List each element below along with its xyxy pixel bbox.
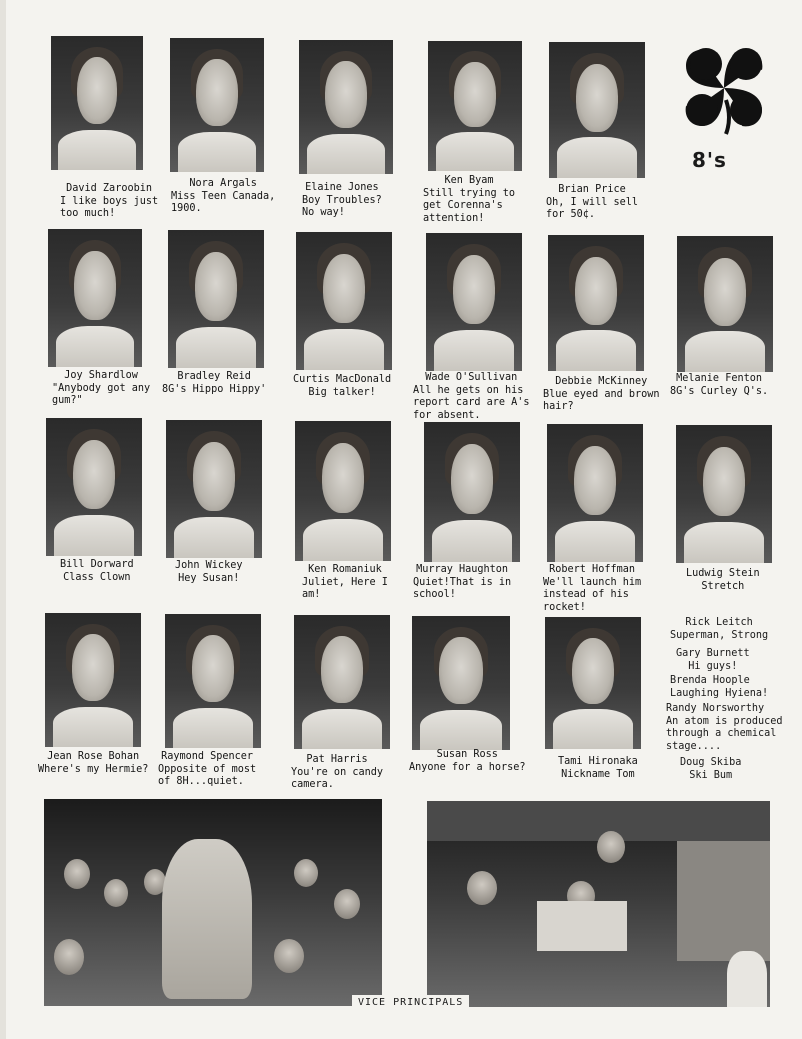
student-quote: Still trying to bbox=[423, 187, 516, 199]
student-photo bbox=[45, 613, 141, 747]
student-name: Ken Romaniuk bbox=[308, 564, 382, 575]
student-quote: stage.... bbox=[666, 740, 722, 752]
grade-label: 8's bbox=[692, 148, 727, 172]
student-quote: Big talker! bbox=[308, 386, 376, 398]
student-photo bbox=[428, 41, 522, 171]
student-quote: get Corenna's bbox=[423, 200, 503, 211]
student-caption bbox=[60, 559, 134, 584]
student-quote: We'll launch him bbox=[543, 576, 642, 588]
student-name: David Zaroobin bbox=[66, 183, 152, 194]
student-caption bbox=[413, 564, 511, 602]
student-photo bbox=[548, 235, 644, 371]
student-caption bbox=[175, 560, 242, 585]
student-name: Rick Leitch bbox=[685, 617, 753, 628]
student-name: Joy Shardlow bbox=[64, 370, 138, 381]
student-name: Doug Skiba bbox=[680, 757, 742, 768]
student-quote: for 50¢. bbox=[546, 209, 596, 220]
student-caption bbox=[423, 175, 515, 225]
student-quote: No way! bbox=[302, 207, 345, 218]
student-photo bbox=[545, 617, 641, 749]
student-quote: attention! bbox=[423, 212, 485, 224]
student-caption bbox=[293, 374, 391, 399]
student-name: Ken Byam bbox=[444, 175, 494, 186]
student-quote: Oh, I will sell bbox=[546, 196, 639, 208]
student-caption bbox=[38, 751, 148, 776]
student-name: Murray Haughton bbox=[416, 564, 509, 575]
student-name: Brian Price bbox=[558, 184, 626, 195]
student-photo bbox=[166, 420, 262, 558]
student-name: Curtis MacDonald bbox=[293, 374, 392, 385]
student-photo bbox=[549, 42, 645, 178]
student-photo bbox=[170, 38, 264, 172]
student-quote: Class Clown bbox=[63, 571, 131, 583]
student-quote: Quiet!That is in bbox=[413, 576, 512, 588]
student-quote: gum?" bbox=[52, 395, 83, 406]
student-quote: Opposite of most bbox=[158, 763, 257, 775]
student-photo bbox=[424, 422, 520, 562]
student-caption bbox=[60, 183, 158, 221]
student-quote: Boy Troubles? bbox=[302, 194, 382, 206]
student-name: Randy Norsworthy bbox=[666, 703, 765, 714]
student-name: Robert Hoffman bbox=[549, 564, 635, 575]
student-quote: camera. bbox=[291, 779, 334, 790]
student-quote: rocket! bbox=[543, 601, 586, 613]
student-quote: Where's my Hermie? bbox=[38, 763, 149, 775]
student-name: Tami Hironaka bbox=[558, 756, 638, 767]
student-quote: Blue eyed and brown bbox=[543, 388, 660, 400]
student-name: Bill Dorward bbox=[60, 559, 134, 570]
student-name: Bradley Reid bbox=[177, 371, 251, 382]
student-caption bbox=[543, 564, 641, 614]
student-photo bbox=[676, 425, 772, 563]
student-quote: 8G's Hippo Hippy' bbox=[162, 383, 267, 395]
student-quote: am! bbox=[302, 589, 321, 600]
student-photo bbox=[547, 424, 643, 562]
cafeteria-crowd-photo bbox=[44, 799, 382, 1006]
student-name: Pat Harris bbox=[306, 754, 368, 765]
vice-principals-caption: VICE PRINCIPALS bbox=[352, 995, 469, 1010]
student-caption bbox=[162, 371, 266, 396]
student-quote: instead of his bbox=[543, 589, 629, 600]
student-quote: You're on candy bbox=[291, 766, 384, 778]
student-caption bbox=[158, 751, 256, 789]
student-caption bbox=[558, 756, 638, 781]
student-caption bbox=[409, 749, 526, 774]
student-quote: I like boys just bbox=[60, 195, 159, 207]
student-photo bbox=[48, 229, 142, 367]
student-quote: report card are A's bbox=[413, 397, 530, 408]
no-photo-entry bbox=[670, 617, 768, 642]
student-name: Ludwig Stein bbox=[686, 568, 760, 579]
student-caption bbox=[291, 754, 383, 792]
student-photo bbox=[294, 615, 390, 749]
student-quote: Nickname Tom bbox=[561, 768, 635, 780]
student-quote: An atom is produced bbox=[666, 715, 783, 727]
student-caption bbox=[302, 564, 388, 602]
student-name: Gary Burnett bbox=[676, 648, 750, 659]
no-photo-entry bbox=[676, 648, 750, 673]
student-quote: "Anybody got any bbox=[52, 382, 151, 394]
student-quote: Miss Teen Canada, bbox=[171, 190, 276, 202]
student-caption bbox=[686, 568, 760, 593]
student-photo bbox=[426, 233, 522, 371]
student-quote: of 8H...quiet. bbox=[158, 776, 244, 787]
student-name: Wade O'Sullivan bbox=[425, 372, 518, 383]
student-caption bbox=[171, 178, 275, 216]
student-quote: All he gets on his bbox=[413, 384, 524, 396]
student-photo bbox=[168, 230, 264, 368]
student-quote: Stretch bbox=[701, 580, 745, 592]
student-quote: too much! bbox=[60, 208, 116, 219]
student-caption bbox=[302, 182, 382, 220]
student-caption bbox=[52, 370, 150, 408]
student-name: John Wickey bbox=[175, 560, 243, 571]
student-photo bbox=[295, 421, 391, 561]
student-caption bbox=[546, 184, 638, 222]
student-quote: through a chemical bbox=[666, 728, 777, 739]
student-photo bbox=[677, 236, 773, 372]
four-leaf-clover-icon bbox=[680, 44, 768, 136]
student-photo bbox=[299, 40, 393, 174]
student-quote: for absent. bbox=[413, 409, 481, 421]
student-caption bbox=[670, 373, 768, 398]
student-name: Debbie McKinney bbox=[555, 376, 648, 387]
student-quote: school! bbox=[413, 589, 456, 600]
student-photo bbox=[412, 616, 510, 750]
student-quote: 8G's Curley Q's. bbox=[670, 385, 769, 397]
student-name: Melanie Fenton bbox=[676, 373, 762, 384]
student-name: Brenda Hoople bbox=[670, 675, 750, 686]
student-caption bbox=[543, 376, 660, 414]
student-quote: Laughing Hyiena! bbox=[670, 687, 769, 699]
student-quote: Ski Bum bbox=[689, 769, 733, 781]
student-name: Nora Argals bbox=[189, 178, 257, 189]
student-name: Raymond Spencer bbox=[161, 751, 254, 762]
student-quote: 1900. bbox=[171, 203, 202, 214]
student-photo bbox=[46, 418, 142, 556]
student-caption bbox=[413, 372, 530, 422]
no-photo-entry bbox=[680, 757, 741, 782]
student-quote: Anyone for a horse? bbox=[409, 761, 526, 773]
student-quote: Superman, Strong bbox=[670, 629, 769, 641]
student-photo bbox=[296, 232, 392, 370]
student-quote: Hey Susan! bbox=[178, 572, 240, 584]
student-quote: Hi guys! bbox=[688, 660, 738, 672]
no-photo-entry bbox=[666, 703, 783, 753]
no-photo-entry bbox=[670, 675, 768, 700]
student-quote: hair? bbox=[543, 401, 574, 412]
student-photo bbox=[51, 36, 143, 170]
classroom-photo bbox=[427, 801, 770, 1007]
student-name: Susan Ross bbox=[436, 749, 498, 760]
student-photo bbox=[165, 614, 261, 748]
student-quote: Juliet, Here I bbox=[302, 576, 388, 588]
student-name: Jean Rose Bohan bbox=[47, 751, 140, 762]
student-name: Elaine Jones bbox=[305, 182, 379, 193]
